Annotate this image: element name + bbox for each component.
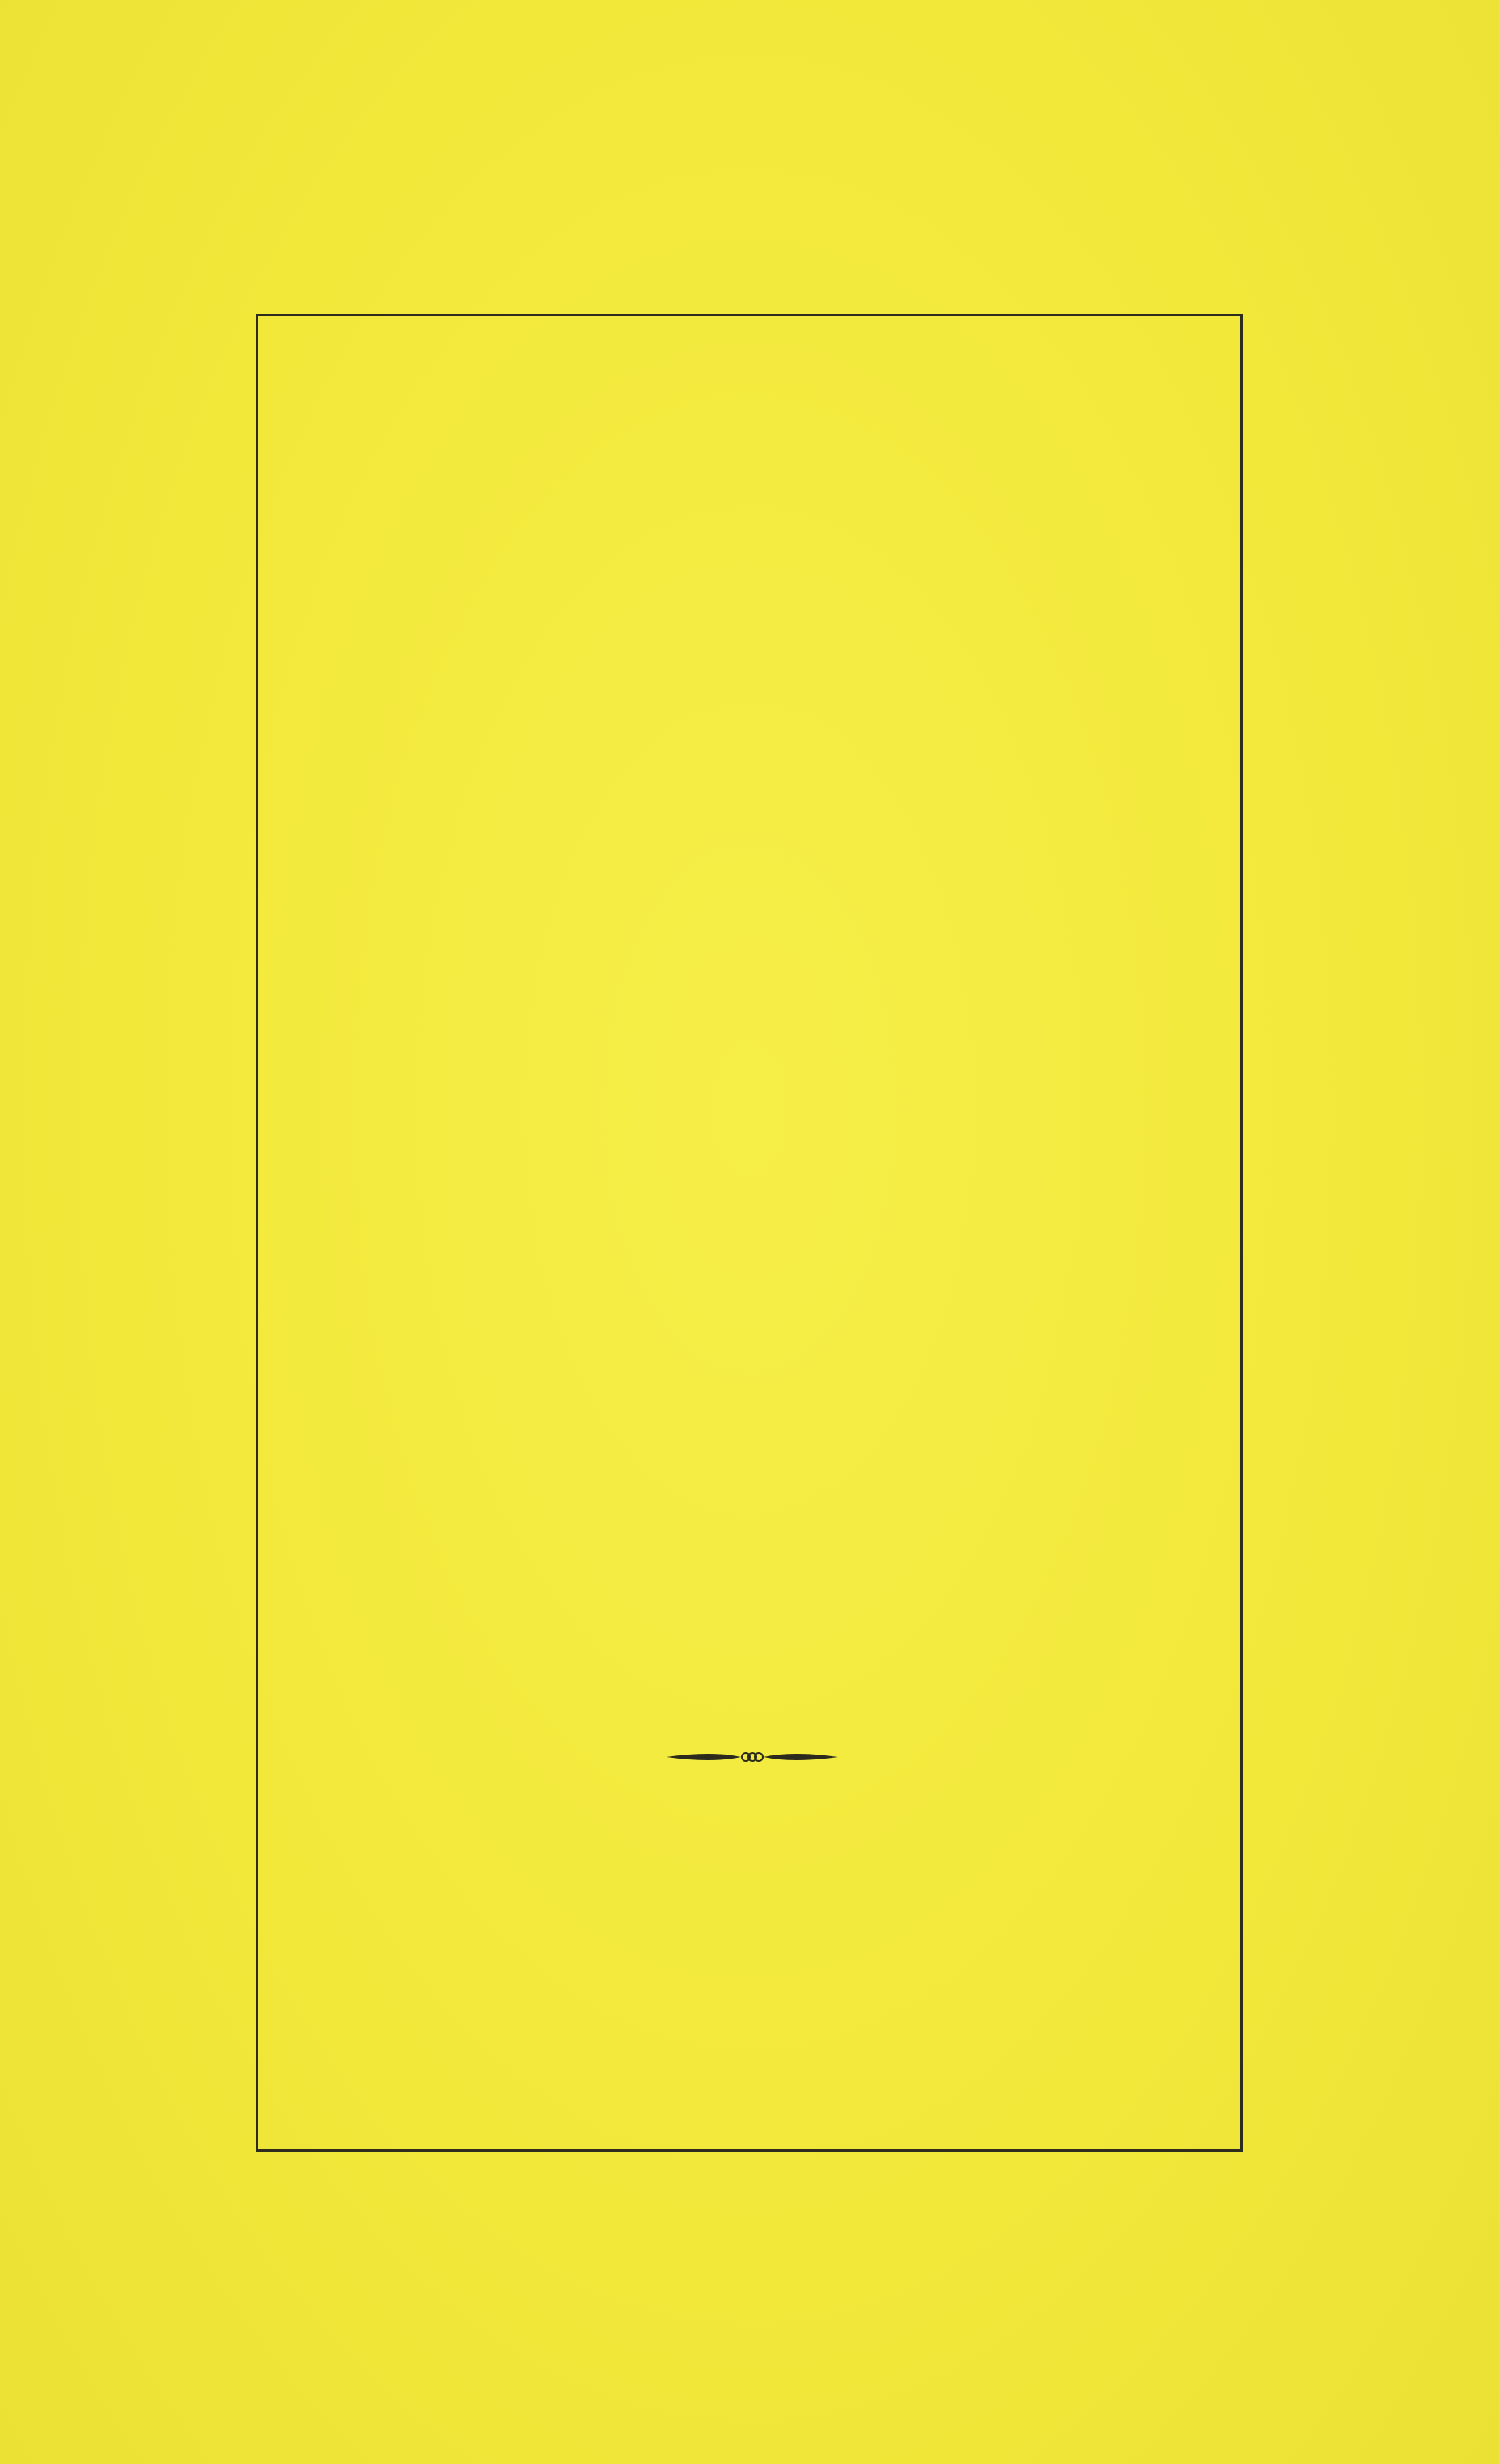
corner-flourish-bottom-right	[1031, 1987, 1241, 2149]
ornamental-border-left	[32, 283, 259, 2176]
ornamental-border-top	[40, 73, 1464, 315]
ornamental-border-bottom	[40, 2152, 1464, 2394]
inner-frame	[256, 314, 1243, 2152]
corner-flourish-top-left	[257, 317, 468, 479]
corner-flourish-top-right	[1031, 317, 1241, 479]
ornamental-border-right	[1238, 283, 1464, 2176]
decorative-rule	[663, 1747, 841, 1767]
corner-flourish-bottom-left	[257, 1987, 468, 2149]
